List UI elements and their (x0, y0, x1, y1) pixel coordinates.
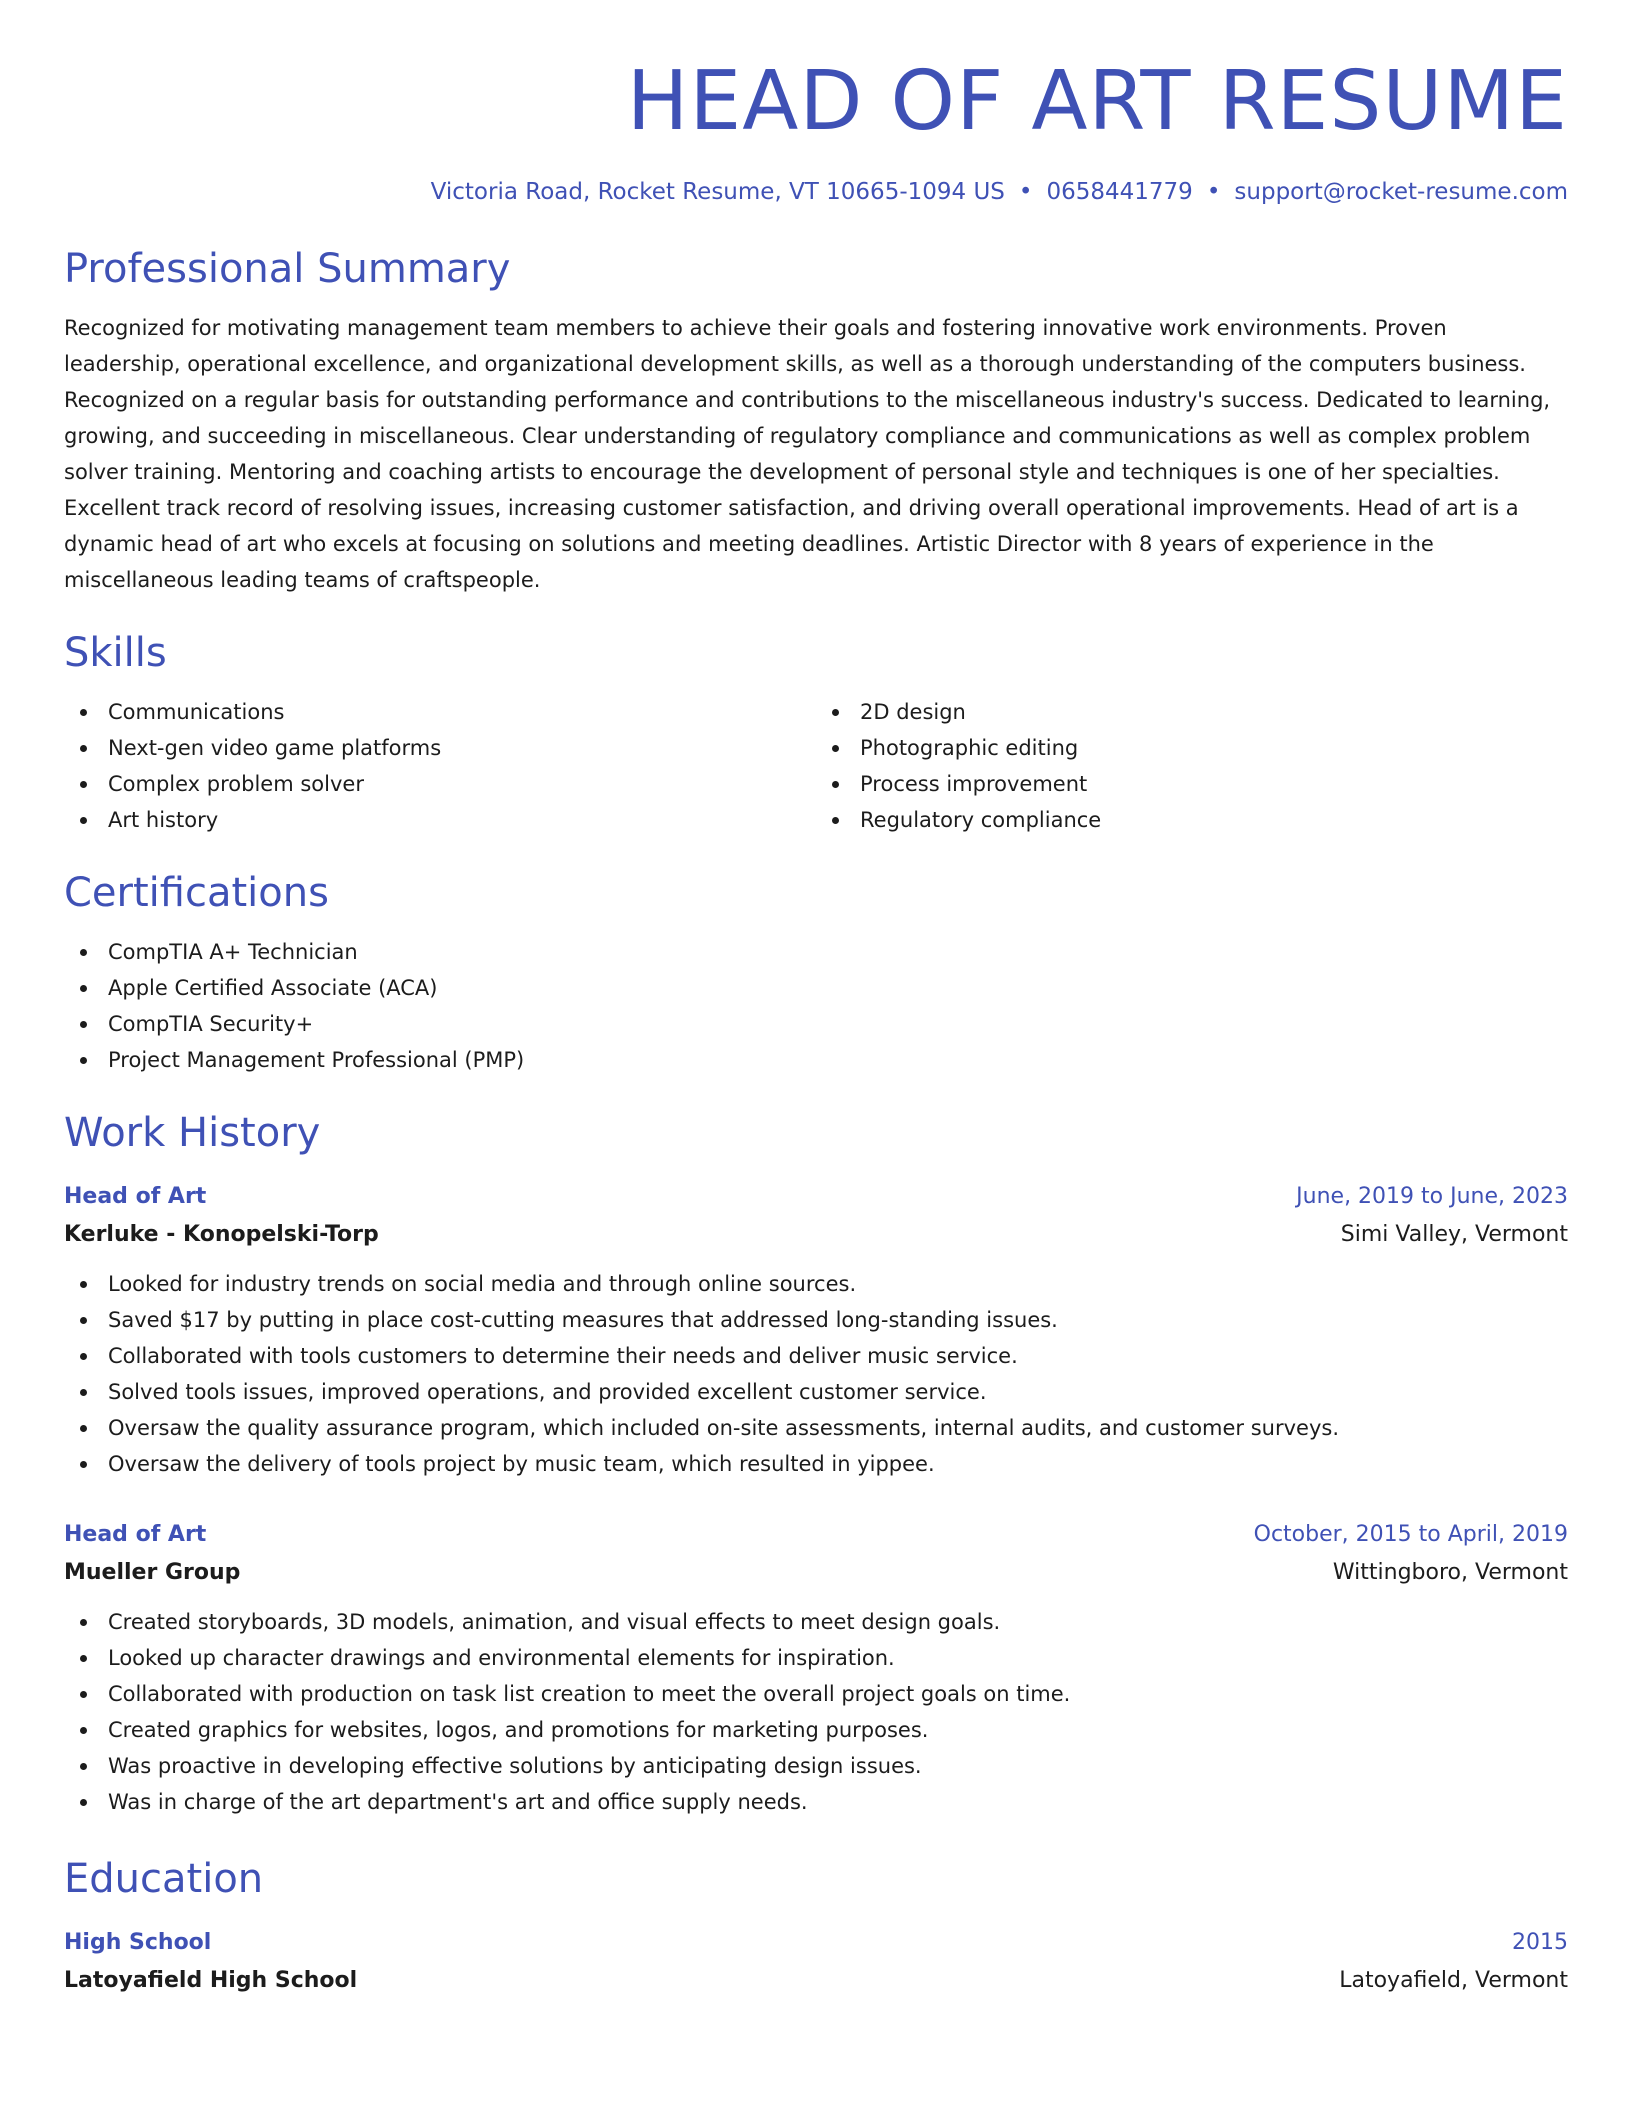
contact-separator: • (1018, 179, 1033, 205)
skill-item: Communications (64, 694, 816, 730)
education-degree-row (64, 1924, 1568, 1962)
professional-summary-section (64, 244, 1568, 598)
contact-address: Victoria Road, Rocket Resume, VT 10665-1094 US (430, 179, 1005, 205)
certification-item: CompTIA Security+ (64, 1006, 1568, 1042)
job-bullets (64, 1604, 1568, 1820)
job-bullet: Oversaw the quality assurance program, which included on-site assessments, internal audits, and customer surveys. (64, 1410, 1568, 1446)
resume-title: HEAD OF ART RESUME (626, 54, 1568, 149)
work-history-section (64, 1108, 1568, 1820)
job-location: Simi Valley, Vermont (1340, 1222, 1568, 1247)
job-dates: October, 2015 to April, 2019 (1253, 1522, 1568, 1547)
job-bullet: Collaborated with production on task list creation to meet the overall project goals on time. (64, 1676, 1568, 1712)
skill-item: Regulatory compliance (816, 802, 1568, 838)
job-company-row (64, 1554, 1568, 1592)
job-bullet: Looked up character drawings and environmental elements for inspiration. (64, 1640, 1568, 1676)
contact-email: support@rocket-resume.com (1234, 179, 1568, 205)
job-entry (64, 1516, 1568, 1820)
education-school: Latoyafield High School (64, 1968, 358, 1993)
job-location: Wittingboro, Vermont (1332, 1560, 1568, 1585)
education-section (64, 1854, 1568, 2000)
job-company-row (64, 1216, 1568, 1254)
job-bullet: Was proactive in developing effective solutions by anticipating design issues. (64, 1748, 1568, 1784)
job-entry (64, 1178, 1568, 1482)
certification-item: Apple Certified Associate (ACA) (64, 970, 1568, 1006)
job-title: Head of Art (64, 1522, 207, 1547)
section-title-certifications: Certifications (64, 870, 329, 916)
section-title-skills: Skills (64, 630, 167, 676)
skills-section (64, 628, 1568, 838)
job-bullet: Oversaw the delivery of tools project by music team, which resulted in yippee. (64, 1446, 1568, 1482)
education-degree: High School (64, 1930, 212, 1955)
section-title-summary: Professional Summary (64, 246, 511, 292)
education-entry (64, 1924, 1568, 2000)
resume-header (64, 52, 1568, 208)
job-bullet: Created graphics for websites, logos, and promotions for marketing purposes. (64, 1712, 1568, 1748)
contact-line (64, 176, 1568, 208)
job-bullet: Saved $17 by putting in place cost-cutting measures that addressed long-standing issues. (64, 1302, 1568, 1338)
job-title: Head of Art (64, 1184, 207, 1209)
job-bullet: Solved tools issues, improved operations, and provided excellent customer service. (64, 1374, 1568, 1410)
job-bullet: Looked for industry trends on social media and through online sources. (64, 1266, 1568, 1302)
skill-item: Complex problem solver (64, 766, 816, 802)
skills-column-left (64, 694, 816, 838)
education-school-row (64, 1962, 1568, 2000)
job-title-row (64, 1178, 1568, 1216)
job-bullet: Was in charge of the art department's art and office supply needs. (64, 1784, 1568, 1820)
skills-column-right (816, 694, 1568, 838)
section-title-work-history: Work History (64, 1110, 321, 1156)
summary-text: Recognized for motivating management team members to achieve their goals and fostering innovative work environments. Proven leadership, operational excellence, and organizational development skills, as well as a thorough understanding of the computers business. Recognized on a regular basis for outstanding performance and contributions to the miscellaneous industry's success. Dedicated to learning, growing, and succeeding in miscellaneous. Clear understanding of regulatory compliance and communications as well as complex problem solver training. Mentoring and coaching artists to encourage the development of personal style and techniques is one of her specialties. Excellent track record of resolving issues, increasing customer satisfaction, and driving overall operational improvements. Head of art is a dynamic head of art who excels at focusing on solutions and meeting deadlines. Artistic Director with 8 years of experience in the miscellaneous leading teams of craftspeople. (64, 316, 1551, 592)
contact-phone: 0658441779 (1046, 179, 1193, 205)
job-title-row (64, 1516, 1568, 1554)
certification-item: CompTIA A+ Technician (64, 934, 1568, 970)
skill-item: Next-gen video game platforms (64, 730, 816, 766)
job-company: Mueller Group (64, 1560, 241, 1585)
job-bullets (64, 1266, 1568, 1482)
skills-grid (64, 694, 1568, 838)
skill-item: Process improvement (816, 766, 1568, 802)
skill-item: Art history (64, 802, 816, 838)
job-company: Kerluke - Konopelski-Torp (64, 1222, 379, 1247)
skill-item: 2D design (816, 694, 1568, 730)
certifications-list (64, 934, 1568, 1078)
contact-separator: • (1206, 179, 1221, 205)
education-year: 2015 (1512, 1930, 1568, 1955)
job-dates: June, 2019 to June, 2023 (1296, 1184, 1568, 1209)
section-title-education: Education (64, 1856, 264, 1902)
skill-item: Photographic editing (816, 730, 1568, 766)
job-bullet: Created storyboards, 3D models, animation, and visual effects to meet design goals. (64, 1604, 1568, 1640)
certification-item: Project Management Professional (PMP) (64, 1042, 1568, 1078)
certifications-section (64, 868, 1568, 1078)
education-location: Latoyafield, Vermont (1339, 1968, 1568, 1993)
job-bullet: Collaborated with tools customers to determine their needs and deliver music service. (64, 1338, 1568, 1374)
